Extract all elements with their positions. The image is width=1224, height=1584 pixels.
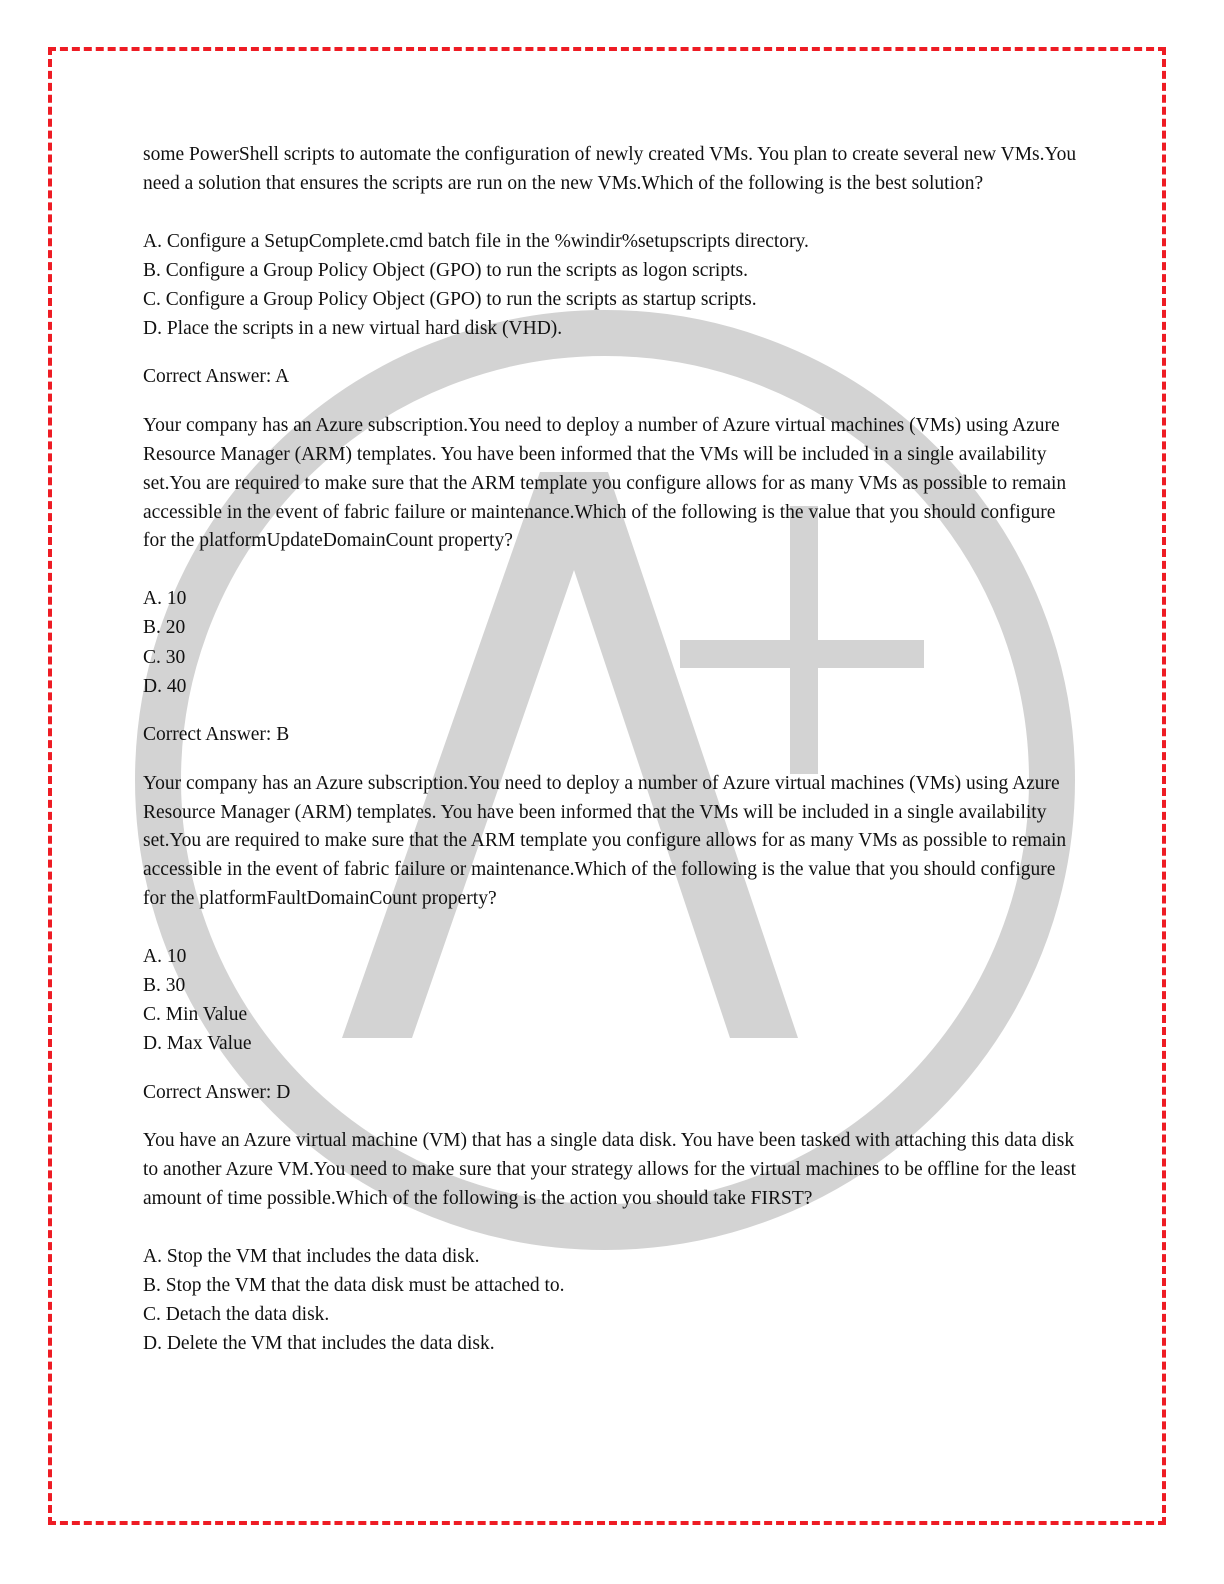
question-block bbox=[143, 770, 1078, 1108]
option-c: C. Min Value bbox=[143, 1004, 248, 1026]
option-c: C. Configure a Group Policy Object (GPO) to run the scripts as startup scripts. bbox=[143, 289, 757, 310]
option-d: D. Delete the VM that includes the data disk. bbox=[143, 1333, 495, 1355]
question-text: You have an Azure virtual machine (VM) that has a single data disk. You have been tasked with attaching this data disk to another Azure VM.You need to make sure that your strategy allows for the virtual machines to be offline for the least amount of time possible.Which of the following is the action you should take FIRST? bbox=[143, 1130, 1077, 1209]
option-b: B. 30 bbox=[143, 974, 186, 996]
question-list bbox=[143, 141, 1078, 1359]
option-a: A. Stop the VM that includes the data disk. bbox=[143, 1245, 480, 1267]
option-list bbox=[143, 1242, 1078, 1359]
option-a: A. Configure a SetupComplete.cmd batch file in the %windir%setupscripts directory. bbox=[143, 230, 809, 252]
option-list bbox=[143, 584, 1078, 701]
option-b: B. 20 bbox=[143, 617, 186, 639]
option-list bbox=[143, 942, 1078, 1059]
question-block bbox=[143, 141, 1078, 392]
question-text: Your company has an Azure subscription.You need to deploy a number of Azure virtual machines (VMs) using Azure Resource Manager (ARM) templates. You have been informed that the VMs will be included in a single availability set.You are required to make sure that the ARM template you configure allows for as many VMs as possible to remain accessible in the event of fabric failure or maintenance.Which of the following is the value that you should configure for the platformFaultDomainCount property? bbox=[143, 772, 1067, 909]
correct-answer: Correct Answer: A bbox=[143, 366, 290, 388]
correct-answer: Correct Answer: B bbox=[143, 724, 290, 745]
option-d: D. 40 bbox=[143, 675, 187, 697]
correct-answer: Correct Answer: D bbox=[143, 1081, 291, 1103]
question-text: Your company has an Azure subscription.You need to deploy a number of Azure virtual machines (VMs) using Azure Resource Manager (ARM) templates. You have been informed that the VMs will be included in a single availability set.You are required to make sure that the ARM template you configure allows for as many VMs as possible to remain accessible in the event of fabric failure or maintenance.Which of the following is the value that you should configure for the platformUpdateDomainCount property? bbox=[143, 415, 1067, 552]
question-text: some PowerShell scripts to automate the configuration of newly created VMs. You plan to create several new VMs.You need a solution that ensures the scripts are run on the new VMs.Which of the following is the best solution? bbox=[143, 144, 1077, 194]
option-d: D. Place the scripts in a new virtual hard disk (VHD). bbox=[143, 318, 563, 340]
option-b: B. Configure a Group Policy Object (GPO) to run the scripts as logon scripts. bbox=[143, 259, 748, 281]
question-block bbox=[143, 412, 1078, 750]
option-list bbox=[143, 227, 1078, 344]
option-c: C. Detach the data disk. bbox=[143, 1304, 330, 1326]
option-a: A. 10 bbox=[143, 588, 187, 610]
option-d: D. Max Value bbox=[143, 1033, 252, 1055]
option-a: A. 10 bbox=[143, 945, 187, 967]
question-block bbox=[143, 1127, 1078, 1358]
option-b: B. Stop the VM that the data disk must be attached to. bbox=[143, 1274, 565, 1296]
option-c: C. 30 bbox=[143, 646, 186, 668]
